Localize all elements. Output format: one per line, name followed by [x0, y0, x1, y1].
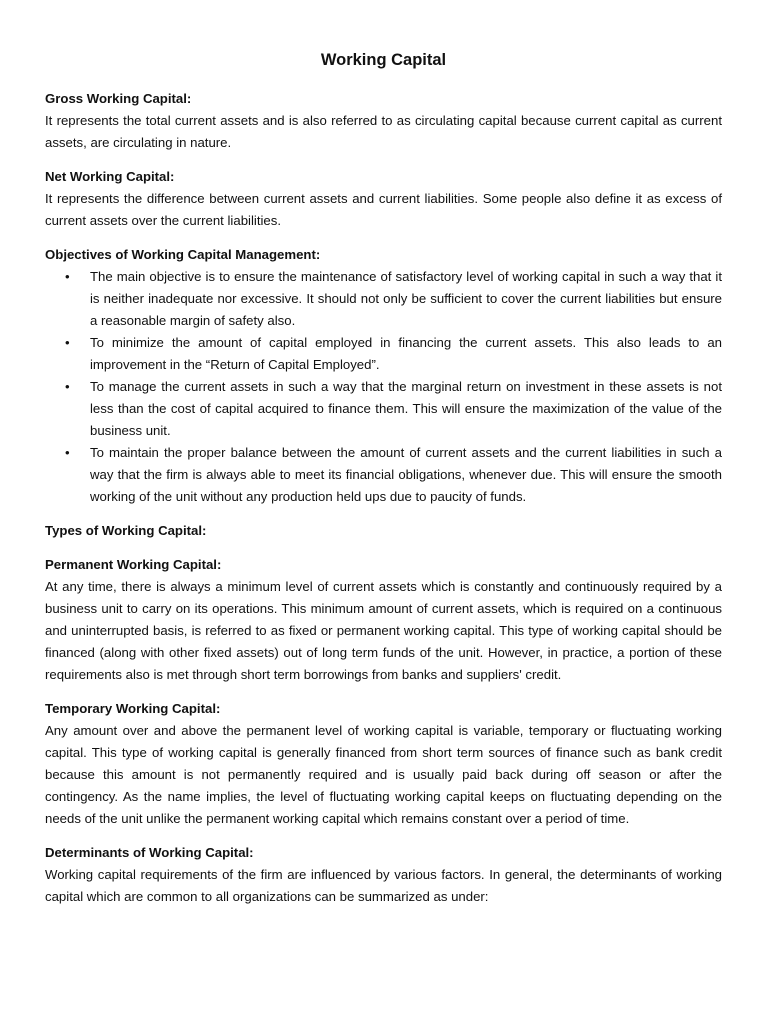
list-item [45, 376, 722, 442]
objectives-heading: Objectives of Working Capital Management: [45, 247, 321, 262]
list-item-text: To maintain the proper balance between the amount of current assets and the current liabilities in such a way that the firm is always able to meet its financial obligations, whenever due. This will ensure the smooth working of the unit without any production held ups due to paucity of funds. [90, 445, 722, 504]
list-item [45, 442, 722, 508]
net-working-capital-heading: Net Working Capital: [45, 169, 175, 184]
permanent-working-capital-heading: Permanent Working Capital: [45, 557, 222, 572]
net-working-capital-section [45, 166, 722, 232]
objectives-list [45, 266, 722, 508]
types-section [45, 520, 722, 542]
bullet-icon: • [65, 269, 70, 284]
gross-working-capital-heading: Gross Working Capital: [45, 91, 192, 106]
net-working-capital-text: It represents the difference between current assets and current liabilities. Some people also define it as excess of current assets over the current liabilities. [45, 191, 722, 228]
permanent-working-capital-text: At any time, there is always a minimum level of current assets which is constantly and continuously required by a business unit to carry on its operations. This minimum amount of current assets, which is required on a continuous and uninterrupted basis, is referred to as fixed or permanent working capital. This type of working capital should be financed (along with other fixed assets) out of long term funds of the unit. However, in practice, a portion of these requirements also is met through short term borrowings from banks and suppliers' credit. [45, 579, 722, 682]
list-item-text: To manage the current assets in such a way that the marginal return on investment in these assets is not less than the cost of capital acquired to finance them. This will ensure the maximization of the value of the business unit. [90, 379, 722, 438]
temporary-working-capital-section [45, 698, 722, 830]
gross-working-capital-text: It represents the total current assets and is also referred to as circulating capital because current capital as current assets, are circulating in nature. [45, 113, 722, 150]
determinants-text: Working capital requirements of the firm are influenced by various factors. In general, the determinants of working capital which are common to all organizations can be summarized as under: [45, 867, 722, 904]
permanent-working-capital-section [45, 554, 722, 686]
temporary-working-capital-heading: Temporary Working Capital: [45, 701, 221, 716]
gross-working-capital-section [45, 88, 722, 154]
document-page [45, 48, 722, 920]
types-heading: Types of Working Capital: [45, 523, 207, 538]
bullet-icon: • [65, 335, 70, 350]
temporary-working-capital-text: Any amount over and above the permanent level of working capital is variable, temporary or fluctuating working capital. This type of working capital is generally financed from short term sources of finance such as bank credit because this amount is not permanently required and is usually paid back during off season or after the contingency. As the name implies, the level of fluctuating working capital keeps on fluctuating depending on the needs of the unit unlike the permanent working capital which remains constant over a period of time. [45, 723, 722, 826]
list-item-text: The main objective is to ensure the maintenance of satisfactory level of working capital in such a way that it is neither inadequate nor excessive. It should not only be sufficient to cover the current liabilities but ensure a reasonable margin of safety also. [90, 269, 722, 328]
list-item [45, 332, 722, 376]
determinants-heading: Determinants of Working Capital: [45, 845, 254, 860]
bullet-icon: • [65, 379, 70, 394]
objectives-section [45, 244, 722, 508]
list-item-text: To minimize the amount of capital employed in financing the current assets. This also leads to an improvement in the “Return of Capital Employed”. [90, 335, 722, 372]
determinants-section [45, 842, 722, 908]
page-title: Working Capital [320, 51, 447, 69]
list-item [45, 266, 722, 332]
bullet-icon: • [65, 445, 70, 460]
